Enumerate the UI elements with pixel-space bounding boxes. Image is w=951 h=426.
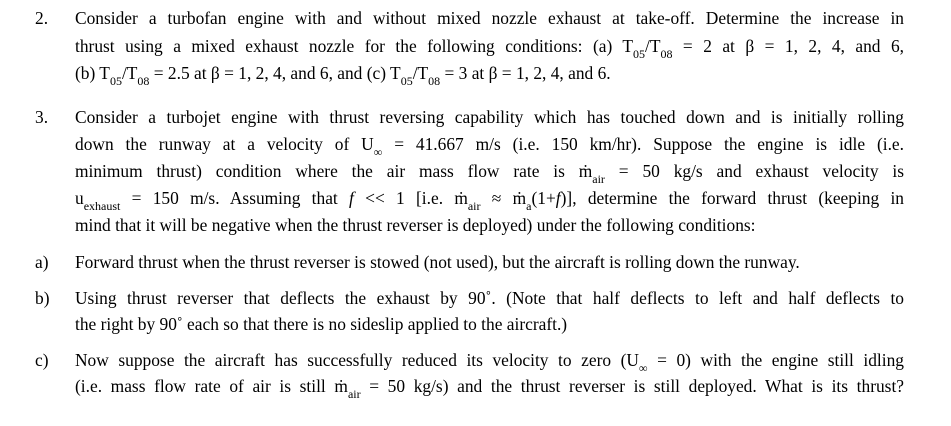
part-b-line-2: the right by 90˚ each so that there is no sideslip applied to the aircraft.)	[75, 314, 568, 334]
problem-3-line-5: mind that it will be negative when the thrust reverser is deployed) under the following conditions:	[75, 215, 756, 235]
part-c-label: c)	[35, 350, 49, 370]
problem-3-number: 3.	[35, 107, 49, 127]
part-b-line-1: Using thrust reverser that deflects the exhaust by 90˚. (Note that half deflects to left and half deflects to	[75, 288, 904, 308]
part-a-label: a)	[35, 252, 49, 272]
part-c-line-1: Now suppose the aircraft has successfully reduced its velocity to zero $(U_\infty = 0)$ with the engine still idling	[75, 350, 904, 375]
problem-2-number: 2.	[35, 8, 49, 28]
problem-3-line-2: down the runway at a velocity of $U_\infty = 41.667$ m/s (i.e. 150 km/hr). Suppose the engine is idle (i.e.	[75, 134, 904, 159]
part-c-line-2: (i.e. mass flow rate of air is still ṁ$_{air}$ = 50 kg/s) and the thrust reverser is still deployed. What is its thrust?	[75, 376, 904, 401]
problem-2-line-1: Consider a turbofan engine with and without mixed nozzle exhaust at take-off. Determine the increase in	[75, 8, 904, 28]
problem-2-line-3: (b) $T_{05}/T_{08} = 2.5$ at β = 1, 2, 4, and 6, and (c) $T_{05}/T_{08} = 3$ at β = 1, 2, 4, and 6.	[75, 63, 611, 88]
part-b-label: b)	[35, 288, 50, 308]
problem-3-line-3: minimum thrust) condition where the air mass flow rate is ṁ$_{air}$ = 50 kg/s and exhaust velocity is	[75, 161, 904, 186]
problem-3-line-4: $u_{exhaust} = 150$ m/s. Assuming that f << 1 [i.e. ṁ$_{air}$ ≈ ṁ$_a$(1+f)], determine the forward thrust (keeping in	[75, 188, 904, 213]
problem-2-line-2: thrust using a mixed exhaust nozzle for the following conditions: (a) $T_{05}/T_{08} = 2$ at β = 1, 2, 4, and 6,	[75, 36, 904, 61]
problem-3-line-1: Consider a turbojet engine with thrust reversing capability which has touched down and is initially rolling	[75, 107, 904, 127]
part-a-line-1: Forward thrust when the thrust reverser is stowed (not used), but the aircraft is rolling down the runway.	[75, 252, 800, 272]
